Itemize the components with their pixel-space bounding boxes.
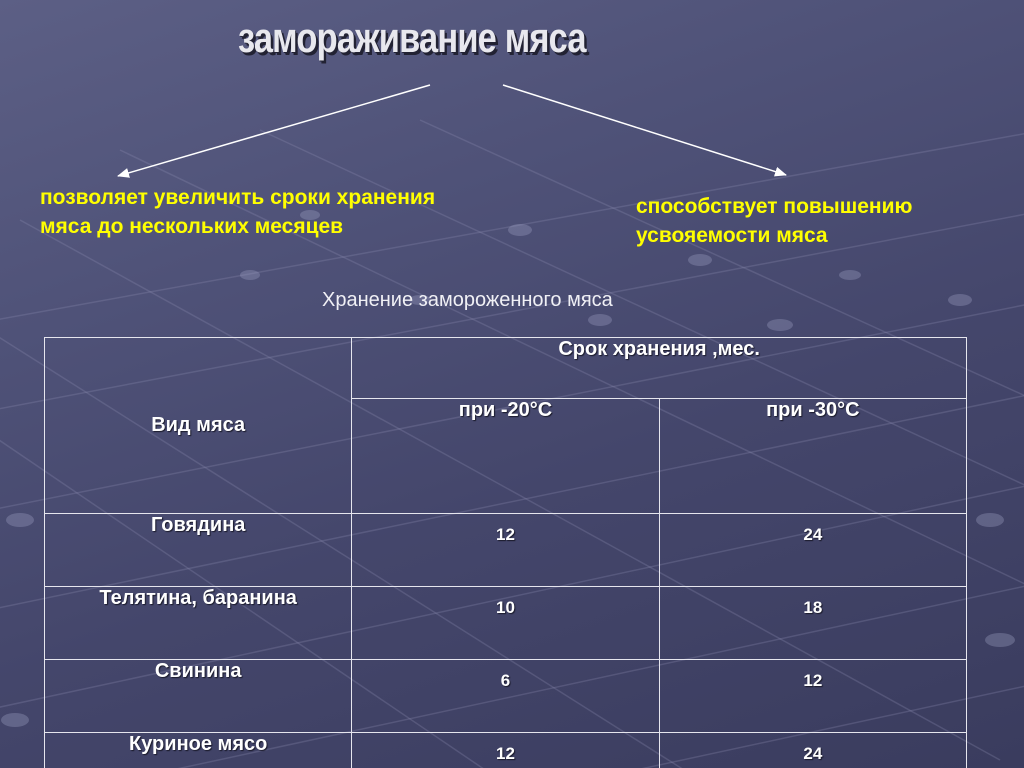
- value-t30-cell: 24: [659, 514, 966, 587]
- meat-type-cell: Телятина, баранина: [45, 587, 352, 660]
- value-t20-cell: 6: [352, 660, 659, 733]
- meat-type-cell: Куриное мясо: [45, 733, 352, 768]
- value-t30-cell: 12: [659, 660, 966, 733]
- arrow-right: [503, 85, 786, 175]
- slide-title: замораживание мяса: [238, 14, 586, 61]
- note-left: позволяет увеличить сроки хранения мяса до нескольких месяцев: [40, 186, 436, 238]
- value-t30-cell: 24: [659, 733, 966, 768]
- meat-type-cell: Говядина: [45, 514, 352, 587]
- storage-table: [44, 337, 967, 768]
- note-right: способствует повышению усвояемости мяса: [636, 195, 913, 247]
- header-meat-type: Вид мяса: [45, 338, 352, 514]
- meat-type-cell: Свинина: [45, 660, 352, 733]
- table-caption: Хранение замороженного мяса: [322, 289, 613, 311]
- table-row: [45, 514, 967, 587]
- header-row: [45, 338, 967, 399]
- value-t20-cell: 12: [352, 514, 659, 587]
- table-row: [45, 660, 967, 733]
- header-temp-30: при -30°С: [659, 399, 966, 514]
- header-temp-20: при -20°С: [352, 399, 659, 514]
- header-storage-period: Срок хранения ,мес.: [352, 338, 967, 399]
- value-t30-cell: 18: [659, 587, 966, 660]
- table-row: [45, 733, 967, 768]
- value-t20-cell: 10: [352, 587, 659, 660]
- value-t20-cell: 12: [352, 733, 659, 768]
- table-row: [45, 587, 967, 660]
- arrow-left: [118, 85, 430, 176]
